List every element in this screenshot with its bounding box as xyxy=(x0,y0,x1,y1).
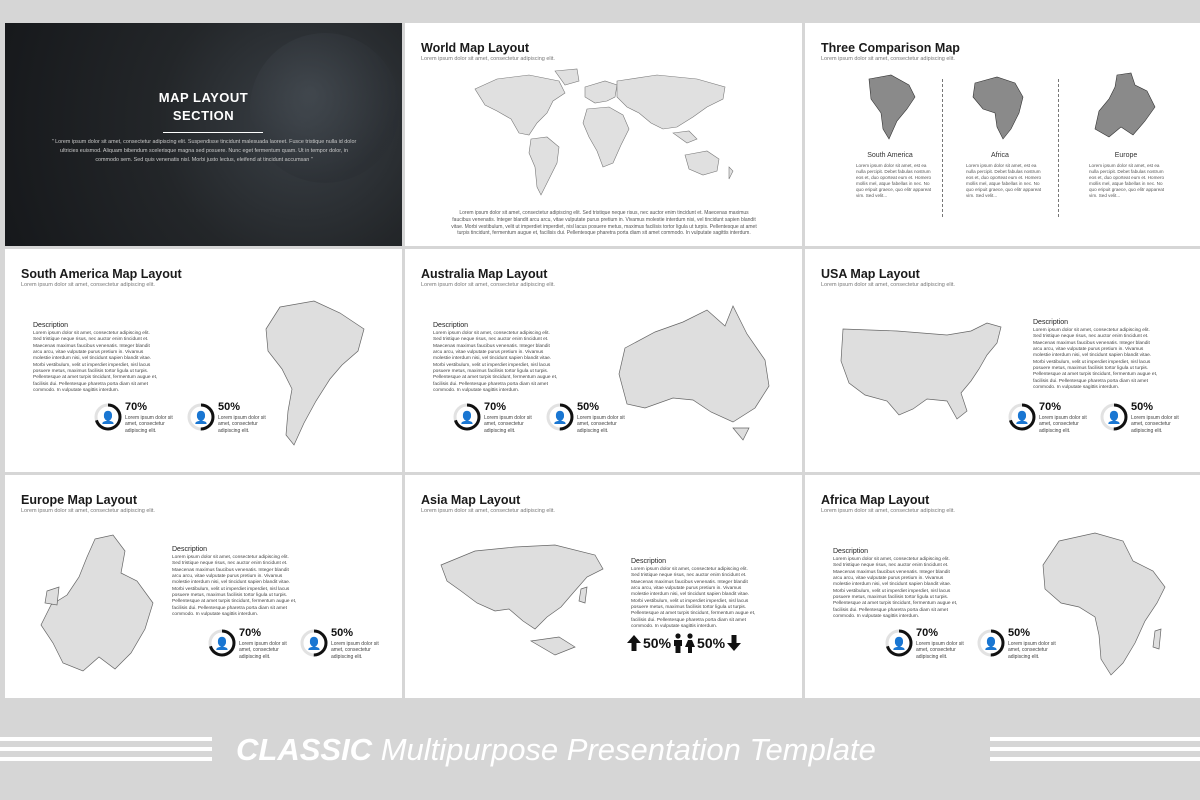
hero-quote: " Lorem ipsum dolor sit amet, consectetur adipiscing elit. Suspendisse tincidunt malesuada laoreet. Fusce tristique nulla id dolor ultricies euismod. Aliquam bibendum scelerisque magna sed posuere. Nunc eget fermentum quam. Ut in tempor dolor, in commodo sem. Sed quis venenatis nisl. Morbi justo lectus, eleifend at tincidunt accumsan " xyxy=(51,139,357,164)
stat-male xyxy=(884,628,974,662)
description-body: Lorem ipsum dolor sit amet, consectetur adipiscing elit. Sed tristique neque risus, nec auctor enim tincidunt et. Maecenas maximus faucibus venenatis. Integer blandit arcu arcu, vitae vulputate purus pretium in. Vivamus molestie interdum nisi, vel tincidunt sapien blandit vitae. Morbi vestibulum, velit ut imperdiet imperdiet, nisl lacus posuere metus, maximus facilisis tortor ligula ut turpis. Pellentesque at amet turpis tincidunt, fermentum augue et, facilisis dui. Pellentesque pharetra porta diam sit amet commodo. In vulputate sagittis interdum. xyxy=(433,331,558,393)
slide-asia-map[interactable] xyxy=(405,475,802,698)
slide-three-comparison[interactable] xyxy=(805,23,1200,246)
arrow-down-icon xyxy=(727,635,741,651)
footer-stripe xyxy=(0,737,212,741)
stat-right-value: 50% xyxy=(697,635,726,651)
stat-female xyxy=(186,402,276,436)
stat-text: Lorem ipsum dolor sit amet, consectetur adipiscing elit. xyxy=(1131,415,1179,434)
world-caption: Lorem ipsum dolor sit amet, consectetur adipiscing elit. Sed tristique neque risus, nec auctor enim tincidunt et. Maecenas maximus faucibus venenatis. Integer blandit arcu arcu, vitae vulputate purus pretium in. Vivamus molestie interdum nisi, vel tincidunt sapien blandit vitae. Morbi vestibulum, velit ut imperdiet imperdiet, nisl lacus posuere metus, maximus facilisis tortor ligula ut turpis. Pellentesque at amet turpis tincidunt, fermentum augue et, facilisis dui. Pellentesque pharetra porta diam sit amet commodo. In vulputate sagittis interdum. xyxy=(451,210,757,237)
africa-mini-map xyxy=(967,73,1029,143)
slide-title: South America Map Layout xyxy=(21,267,182,281)
description-heading: Description xyxy=(433,322,469,329)
description-body: Lorem ipsum dolor sit amet, consectetur adipiscing elit. Sed tristique neque risus, nec auctor enim tincidunt et. Maecenas maximus faucibus venenatis. Integer blandit arcu arcu, vitae vulputate purus pretium in. Vivamus molestie interdum nisi, vel tincidunt sapien blandit vitae. Morbi vestibulum, velit ut imperdiet imperdiet, nisl lacus posuere metus, maximus facilisis tortor ligula ut turpis. Pellentesque at amet turpis tincidunt, fermentum augue et, facilisis dui. Pellentesque pharetra porta diam sit amet commodo. In vulputate sagittis interdum. xyxy=(833,557,958,619)
donut-ring-male xyxy=(207,628,237,658)
stat-female xyxy=(545,402,635,436)
slide-africa-map[interactable] xyxy=(805,475,1200,698)
stat-male xyxy=(452,402,542,436)
donut-ring-male xyxy=(452,402,482,432)
label-africa: Africa xyxy=(991,152,1009,159)
slide-subtitle: Lorem ipsum dolor sit amet, consectetur adipiscing elit. xyxy=(421,282,555,288)
slide-subtitle: Lorem ipsum dolor sit amet, consectetur adipiscing elit. xyxy=(421,56,555,62)
slide-world-map[interactable] xyxy=(405,23,802,246)
asia-stat-row xyxy=(627,631,741,655)
slide-south-america-map[interactable] xyxy=(5,249,402,472)
slide-grid xyxy=(5,23,1195,698)
footer-title-bold: CLASSIC xyxy=(236,732,373,767)
stat-text: Lorem ipsum dolor sit amet, consectetur adipiscing elit. xyxy=(484,415,532,434)
stat-text: Lorem ipsum dolor sit amet, consectetur adipiscing elit. xyxy=(577,415,625,434)
stat-value: 50% xyxy=(331,627,354,639)
asia-map xyxy=(435,537,607,667)
slide-title: Africa Map Layout xyxy=(821,493,930,507)
footer-title xyxy=(236,732,876,768)
svg-text:👤: 👤 xyxy=(100,410,116,425)
donut-ring-female xyxy=(1099,402,1129,432)
slide-subtitle: Lorem ipsum dolor sit amet, consectetur adipiscing elit. xyxy=(21,508,155,514)
stat-value: 70% xyxy=(916,627,939,639)
slide-title: Australia Map Layout xyxy=(421,267,548,281)
footer-stripe xyxy=(0,757,212,761)
stat-female xyxy=(299,628,389,662)
slide-title: World Map Layout xyxy=(421,41,530,55)
label-south-america: South America xyxy=(867,152,913,159)
svg-text:👤: 👤 xyxy=(891,636,907,651)
stat-text: Lorem ipsum dolor sit amet, consectetur adipiscing elit. xyxy=(125,415,173,434)
slide-subtitle: Lorem ipsum dolor sit amet, consectetur adipiscing elit. xyxy=(821,56,955,62)
description xyxy=(631,558,757,630)
stat-text: Lorem ipsum dolor sit amet, consectetur adipiscing elit. xyxy=(1039,415,1087,434)
slide-title: Asia Map Layout xyxy=(421,493,521,507)
hero-divider xyxy=(163,132,263,133)
footer-stripe xyxy=(990,737,1200,741)
south-america-mini-map xyxy=(859,73,919,143)
svg-text:👤: 👤 xyxy=(1014,410,1030,425)
text-south-america: Lorem ipsum dolor sit amet, est ea nulla percipit. Debet fabulas nostrum eos et, duo oporteat eum et. Homero mollis mel, atque fabellas in nec. No quo eripuit graece, quo elitr appareat vim. Sed velit... xyxy=(856,163,932,198)
description-body: Lorem ipsum dolor sit amet, consectetur adipiscing elit. Sed tristique neque risus, nec auctor enim tincidunt et. Maecenas maximus faucibus venenatis. Integer blandit arcu arcu, vitae vulputate purus pretium in. Vivamus molestie interdum nisi, vel tincidunt sapien blandit vitae. Morbi vestibulum, velit ut imperdiet imperdiet, nisl lacus posuere metus, maximus facilisis tortor ligula ut turpis. Pellentesque at amet turpis tincidunt, fermentum augue et, facilisis dui. Pellentesque pharetra porta diam sit amet commodo. In vulputate sagittis interdum. xyxy=(33,331,158,393)
hero-title-line1: MAP LAYOUT xyxy=(158,90,249,105)
footer-stripe xyxy=(990,747,1200,751)
label-europe: Europe xyxy=(1114,152,1138,159)
slide-map-layout-section[interactable] xyxy=(5,23,402,246)
stat-left-value: 50% xyxy=(643,635,672,651)
south-america-map xyxy=(260,299,370,449)
slide-subtitle: Lorem ipsum dolor sit amet, consectetur adipiscing elit. xyxy=(21,282,155,288)
donut-ring-female xyxy=(299,628,329,658)
svg-text:👤: 👤 xyxy=(193,410,209,425)
text-africa: Lorem ipsum dolor sit amet, est ea nulla percipit. Debet fabulas nostrum eos et, duo oporteat eum et. Homero mollis mel, atque fabellas in nec. No quo eripuit graece, quo elitr appareat vim. Sed velit... xyxy=(966,163,1042,198)
donut-ring-female xyxy=(186,402,216,432)
slide-title: USA Map Layout xyxy=(821,267,920,281)
stat-text: Lorem ipsum dolor sit amet, consectetur adipiscing elit. xyxy=(331,641,379,660)
slide-title: Europe Map Layout xyxy=(21,493,137,507)
footer-stripe xyxy=(0,747,212,751)
description-heading: Description xyxy=(1033,319,1069,326)
stat-text: Lorem ipsum dolor sit amet, consectetur adipiscing elit. xyxy=(239,641,287,660)
svg-text:👤: 👤 xyxy=(306,636,322,651)
stat-value: 50% xyxy=(1008,627,1031,639)
description xyxy=(33,322,159,394)
description-heading: Description xyxy=(631,558,667,565)
stat-female xyxy=(1099,402,1189,436)
stat-male xyxy=(1007,402,1097,436)
description-body: Lorem ipsum dolor sit amet, consectetur adipiscing elit. Sed tristique neque risus, nec auctor enim tincidunt et. Maecenas maximus faucibus venenatis. Integer blandit arcu arcu, vitae vulputate purus pretium in. Vivamus molestie interdum nisi, vel tincidunt sapien blandit vitae. Morbi vestibulum, velit ut imperdiet imperdiet, nisl lacus posuere metus, maximus facilisis tortor ligula ut turpis. Pellentesque at amet turpis tincidunt, fermentum augue et, facilisis dui. Pellentesque pharetra porta diam sit amet commodo. In vulputate sagittis interdum. xyxy=(172,555,297,617)
donut-ring-male xyxy=(93,402,123,432)
description-body: Lorem ipsum dolor sit amet, consectetur adipiscing elit. Sed tristique neque risus, nec auctor enim tincidunt et. Maecenas maximus faucibus venenatis. Integer blandit arcu arcu, vitae vulputate purus pretium in. Vivamus molestie interdum nisi, vel tincidunt sapien blandit vitae. Morbi vestibulum, velit ut imperdiet imperdiet, nisl lacus posuere metus, maximus facilisis tortor ligula ut turpis. Pellentesque at amet turpis tincidunt, fermentum augue et, facilisis dui. Pellentesque pharetra porta diam sit amet commodo. In vulputate sagittis interdum. xyxy=(631,567,756,629)
female-icon xyxy=(685,633,695,653)
divider-1 xyxy=(942,79,943,217)
slide-europe-map[interactable] xyxy=(5,475,402,698)
hero-title xyxy=(5,89,402,126)
stat-male xyxy=(207,628,297,662)
stat-value: 70% xyxy=(484,401,507,413)
stat-text: Lorem ipsum dolor sit amet, consectetur adipiscing elit. xyxy=(1008,641,1056,660)
world-map xyxy=(467,67,737,207)
stat-value: 70% xyxy=(1039,401,1062,413)
slide-title: Three Comparison Map xyxy=(821,41,960,55)
hero-title-line2: SECTION xyxy=(172,108,235,124)
europe-mini-map xyxy=(1087,71,1159,143)
stat-male xyxy=(93,402,183,436)
footer-title-light: Multipurpose Presentation Template xyxy=(372,732,876,767)
slide-subtitle: Lorem ipsum dolor sit amet, consectetur adipiscing elit. xyxy=(821,282,955,288)
slide-subtitle: Lorem ipsum dolor sit amet, consectetur adipiscing elit. xyxy=(421,508,555,514)
svg-text:👤: 👤 xyxy=(214,636,230,651)
description-heading: Description xyxy=(833,548,869,555)
donut-ring-female xyxy=(545,402,575,432)
donut-ring-female xyxy=(976,628,1006,658)
stat-value: 70% xyxy=(239,627,262,639)
stat-text: Lorem ipsum dolor sit amet, consectetur adipiscing elit. xyxy=(218,415,266,434)
description-heading: Description xyxy=(33,322,69,329)
donut-ring-male xyxy=(1007,402,1037,432)
description xyxy=(172,546,298,618)
svg-text:👤: 👤 xyxy=(983,636,999,651)
donut-ring-male xyxy=(884,628,914,658)
slide-usa-map[interactable] xyxy=(805,249,1200,472)
description xyxy=(433,322,559,394)
stat-value: 50% xyxy=(577,401,600,413)
description xyxy=(1033,319,1159,391)
svg-text:👤: 👤 xyxy=(552,410,568,425)
stat-value: 70% xyxy=(125,401,148,413)
stat-female xyxy=(976,628,1066,662)
text-europe: Lorem ipsum dolor sit amet, est ea nulla percipit. Debet fabulas nostrum eos et, duo oporteat eum et. Homero mollis mel, atque fabellas in nec. No quo eripuit graece, quo elitr appareat vim. Sed velit... xyxy=(1089,163,1165,198)
slide-subtitle: Lorem ipsum dolor sit amet, consectetur adipiscing elit. xyxy=(821,508,955,514)
slide-australia-map[interactable] xyxy=(405,249,802,472)
stat-value: 50% xyxy=(1131,401,1154,413)
description xyxy=(833,548,959,620)
australia-map xyxy=(615,304,773,444)
arrow-up-icon xyxy=(627,635,641,651)
stat-value: 50% xyxy=(218,401,241,413)
svg-text:👤: 👤 xyxy=(1106,410,1122,425)
divider-2 xyxy=(1058,79,1059,217)
stat-text: Lorem ipsum dolor sit amet, consectetur adipiscing elit. xyxy=(916,641,964,660)
usa-map xyxy=(837,321,1005,425)
europe-map xyxy=(33,533,158,675)
description-heading: Description xyxy=(172,546,208,553)
description-body: Lorem ipsum dolor sit amet, consectetur adipiscing elit. Sed tristique neque risus, nec auctor enim tincidunt et. Maecenas maximus faucibus venenatis. Integer blandit arcu arcu, vitae vulputate purus pretium in. Vivamus molestie interdum nisi, vel tincidunt sapien blandit vitae. Morbi vestibulum, velit ut imperdiet imperdiet, nisl lacus posuere metus, maximus facilisis tortor ligula ut turpis. Pellentesque at amet turpis tincidunt, fermentum augue et, facilisis dui. Pellentesque pharetra porta diam sit amet commodo. In vulputate sagittis interdum. xyxy=(1033,328,1158,390)
svg-text:👤: 👤 xyxy=(459,410,475,425)
footer-stripe xyxy=(990,757,1200,761)
male-icon xyxy=(673,633,683,653)
